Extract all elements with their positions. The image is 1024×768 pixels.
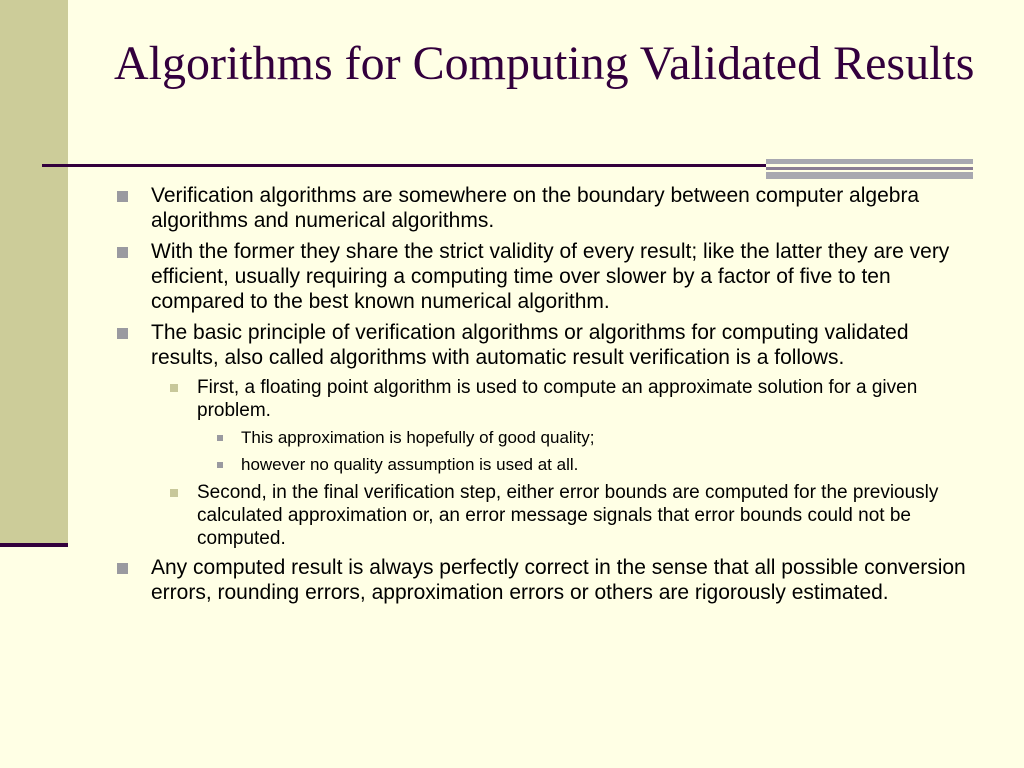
square-bullet-icon bbox=[117, 563, 128, 574]
sub-bullet-item bbox=[110, 481, 980, 550]
sub-sub-bullet-text: however no quality assumption is used at all. bbox=[241, 455, 579, 474]
sub-bullet-text: Second, in the final verification step, either error bounds are computed for the previously calculated approximation or, an error message signals that error bounds could not be computed. bbox=[197, 482, 939, 549]
bullet-item bbox=[110, 239, 980, 314]
sub-sub-bullet-text: This approximation is hopefully of good quality; bbox=[241, 428, 595, 447]
square-bullet-icon bbox=[170, 489, 178, 497]
bullet-text: The basic principle of verification algorithms or algorithms for computing validated results, also called algorithms with automatic result verification is a follows. bbox=[151, 321, 909, 369]
sub-bullet-item bbox=[110, 376, 980, 422]
decorative-bars bbox=[766, 159, 973, 179]
bullet-text: Verification algorithms are somewhere on the boundary between computer algebra algorithms and numerical algorithms. bbox=[151, 184, 920, 232]
bullet-item bbox=[110, 183, 980, 233]
square-bullet-icon bbox=[217, 462, 223, 468]
sub-bullet-text: First, a floating point algorithm is used to compute an approximate solution for a given problem. bbox=[197, 377, 918, 421]
square-bullet-icon bbox=[170, 384, 178, 392]
sub-sub-bullet-item bbox=[110, 454, 980, 475]
slide-title: Algorithms for Computing Validated Results bbox=[114, 37, 975, 90]
square-bullet-icon bbox=[117, 247, 128, 258]
bullet-item bbox=[110, 320, 980, 370]
title-underline bbox=[42, 164, 766, 167]
bullet-item bbox=[110, 555, 980, 605]
square-bullet-icon bbox=[217, 435, 223, 441]
bullet-text: With the former they share the strict validity of every result; like the latter they are very efficient, usually requiring a computing time over slower by a factor of five to ten compared to the best known numerical algorithm. bbox=[151, 240, 950, 313]
sub-sub-bullet-item bbox=[110, 427, 980, 448]
sidebar-rule bbox=[0, 543, 68, 547]
square-bullet-icon bbox=[117, 191, 128, 202]
decorative-bar bbox=[766, 167, 973, 170]
slide-content bbox=[110, 183, 980, 611]
decorative-bar bbox=[766, 172, 973, 179]
bullet-text: Any computed result is always perfectly correct in the sense that all possible conversion errors, rounding errors, approximation errors or others are rigorously estimated. bbox=[151, 556, 966, 604]
decorative-bar bbox=[766, 159, 973, 164]
square-bullet-icon bbox=[117, 328, 128, 339]
left-sidebar-band bbox=[0, 0, 68, 545]
